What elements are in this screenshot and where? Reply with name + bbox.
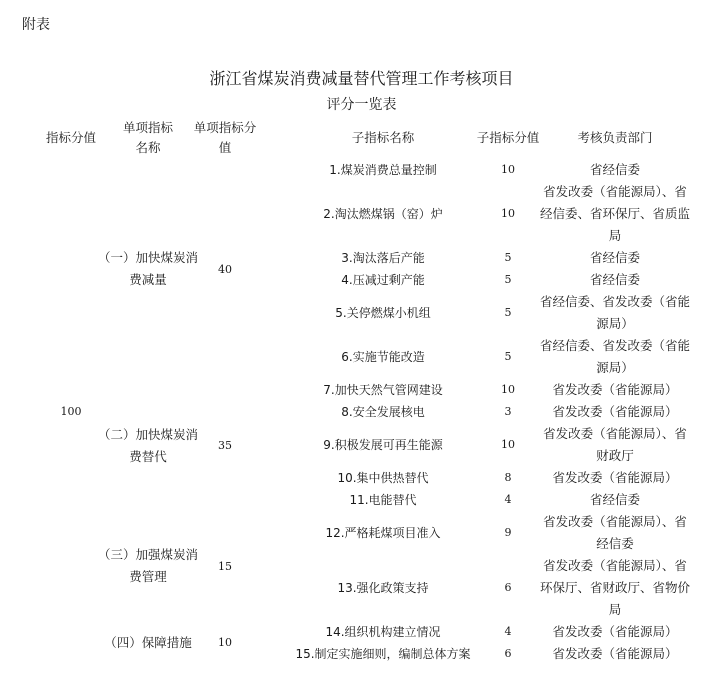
sub-indicator-name: 11.电能替代 [349, 493, 417, 507]
sub-indicator-score: 9 [504, 526, 512, 539]
department: 省发改委（省能源局） [552, 382, 678, 397]
department: 省经信委、省发改委（省能 源局） [539, 294, 690, 331]
sub-indicator-name: 7.加快天然气管网建设 [323, 383, 443, 397]
department: 省经信委 [589, 162, 640, 177]
group-name-3: （三）加强煤炭消 费管理 [98, 547, 199, 584]
department: 省发改委（省能源局）、省 经信委 [543, 514, 687, 551]
sub-indicator-name: 15.制定实施细则，编制总体方案 [295, 647, 471, 661]
sub-indicator-score: 5 [504, 251, 512, 264]
department: 省经信委 [589, 250, 640, 265]
department: 省发改委（省能源局） [552, 404, 678, 419]
sub-indicator-score: 5 [504, 350, 512, 363]
sub-indicator-name: 14.组织机构建立情况 [325, 625, 441, 639]
header-sub-indicator-score: 子指标分值 [476, 130, 540, 145]
sub-indicator-score: 4 [504, 493, 512, 506]
department: 省经信委 [589, 492, 640, 507]
sub-indicator-name: 5.关停燃煤小机组 [335, 306, 431, 320]
sub-indicator-score: 10 [501, 163, 515, 176]
sub-indicator-name: 6.实施节能改造 [341, 350, 425, 364]
department: 省发改委（省能源局） [552, 646, 678, 661]
header-single-indicator-name: 单项指标 名称 [122, 120, 173, 155]
sub-indicator-name: 3.淘汰落后产能 [341, 251, 425, 265]
department: 省发改委（省能源局） [552, 470, 678, 485]
sub-indicator-score: 10 [501, 207, 515, 220]
sub-indicator-score: 10 [501, 438, 515, 451]
sub-indicator-name: 1.煤炭消费总量控制 [329, 163, 437, 177]
sub-indicator-score: 10 [501, 383, 515, 396]
department: 省经信委、省发改委（省能 源局） [539, 338, 690, 375]
sub-indicator-name: 13.强化政策支持 [337, 581, 429, 595]
attachment-label: 附表 [22, 17, 50, 33]
group-name-2: （二）加快煤炭消 费替代 [98, 427, 199, 464]
group-name-1: （一）加快煤炭消 费减量 [98, 250, 199, 287]
sub-indicator-name: 10.集中供热替代 [337, 471, 429, 485]
group-score-4: 10 [218, 636, 232, 649]
department: 省发改委（省能源局）、省 经信委、省环保厅、省质监 局 [539, 184, 690, 243]
sub-indicator-name: 2.淘汰燃煤锅（窑）炉 [323, 207, 443, 221]
sub-indicator-name: 4.压减过剩产能 [341, 273, 425, 287]
document-title: 浙江省煤炭消费减量替代管理工作考核项目 [209, 69, 514, 88]
department: 省发改委（省能源局）、省 财政厅 [543, 426, 687, 463]
sub-indicator-score: 3 [504, 405, 512, 418]
sub-indicator-score: 6 [504, 647, 512, 660]
header-sub-indicator-name: 子指标名称 [351, 130, 415, 145]
sub-indicator-score: 4 [504, 625, 512, 638]
total-score: 100 [60, 405, 82, 418]
sub-indicator-score: 6 [504, 581, 512, 594]
group-score-3: 15 [218, 560, 232, 573]
department: 省发改委（省能源局） [552, 624, 678, 639]
sub-indicator-score: 8 [504, 471, 512, 484]
sub-indicator-score: 5 [504, 273, 512, 286]
header-indicator-score: 指标分值 [45, 130, 96, 145]
sub-indicator-score: 5 [504, 306, 512, 319]
group-score-2: 35 [218, 439, 232, 452]
header-single-indicator-score: 单项指标分 值 [193, 120, 257, 155]
document-subtitle: 评分一览表 [326, 97, 397, 113]
department: 省发改委（省能源局）、省 环保厅、省财政厅、省物价 局 [539, 558, 690, 617]
group-name-4: （四）保障措施 [104, 635, 192, 650]
department: 省经信委 [589, 272, 640, 287]
sub-indicator-name: 12.严格耗煤项目准入 [325, 526, 441, 540]
group-score-1: 40 [218, 263, 232, 276]
sub-indicator-name: 9.积极发展可再生能源 [323, 438, 443, 452]
sub-indicator-name: 8.安全发展核电 [341, 405, 425, 419]
header-department: 考核负责部门 [577, 130, 653, 145]
